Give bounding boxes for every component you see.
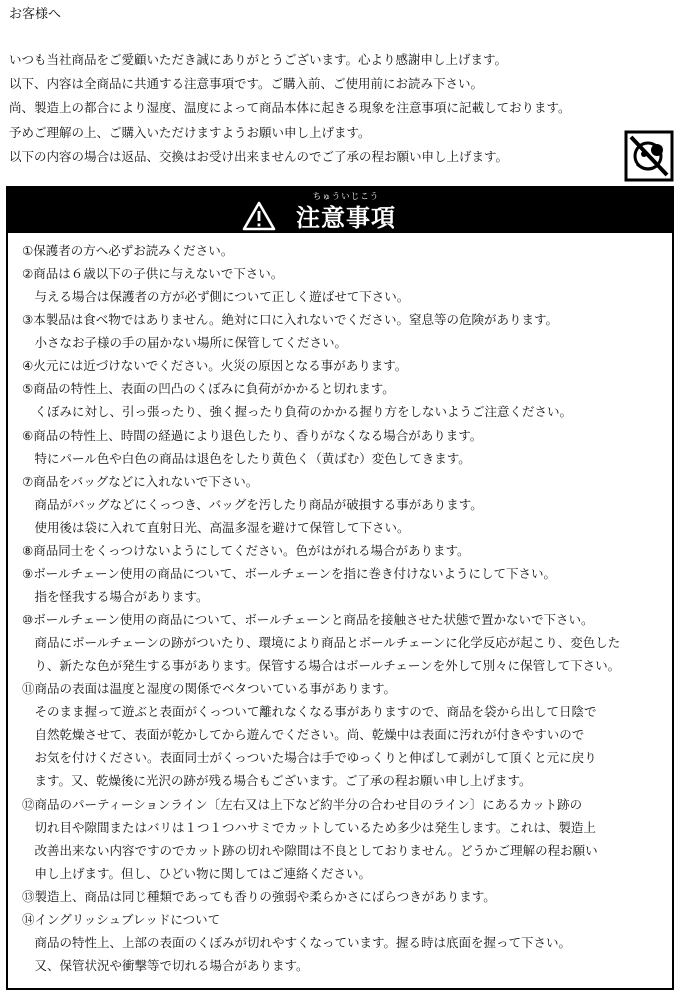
notice-line: ④火元には近づけないでください。火災の原因となる事があります。 xyxy=(22,358,408,374)
notice-body xyxy=(22,239,672,977)
notice-line: 商品がバッグなどにくっつき、バッグを汚したり商品が破損する事があります。 xyxy=(22,496,483,512)
notice-line: 自然乾燥させて、表面が乾かしてから遊んでください。尚、乾燥中は表面に汚れが付きやすいので xyxy=(22,727,585,743)
notice-banner xyxy=(8,188,672,233)
notice-line: ⑤商品の特性上、表面の凹凸のくぼみに負荷がかかると切れます。 xyxy=(22,381,395,397)
notice-line: 指を怪我する場合があります。 xyxy=(22,588,209,604)
notice-line: 商品の特性上、上部の表面のくぼみが切れやすくなっています。握る時は底面を握って下さい。 xyxy=(22,934,572,950)
notice-line: ⑩ボールチェーン使用の商品について、ボールチェーンと商品を接触させた状態で置かないで下さい。 xyxy=(22,612,594,627)
no-small-children-icon xyxy=(624,130,674,182)
warning-triangle-icon xyxy=(242,201,276,231)
notice-line: くぼみに対し、引っ張ったり、強く握ったり負荷のかかる握り方をしないようご注意ください。 xyxy=(22,404,573,420)
intro-line: 以下、内容は全商品に共通する注意事項です。ご購入前、ご使用前にお読み下さい。 xyxy=(9,76,484,92)
notice-line: ⑦商品をバッグなどに入れないで下さい。 xyxy=(22,473,259,489)
notice-line: ⑬製造上、商品は同じ種類であっても香りの強弱や柔らかさにばらつきがあります。 xyxy=(22,888,496,904)
notice-line: 商品にボールチェーンの跡がついたり、環境により商品とボールチェーンに化学反応が起こり、変色した xyxy=(22,635,621,651)
notice-line: ⑥商品の特性上、時間の経過により退色したり、香りがなくなる場合があります。 xyxy=(22,427,483,443)
intro-line: 以下の内容の場合は返品、交換はお受け出来ませんのでご了承の程お願い申し上げます。 xyxy=(9,148,509,164)
notice-line: 小さなお子様の手の届かない場所に保管してください。 xyxy=(22,335,348,351)
notice-line: ⑨ボールチェーン使用の商品について、ボールチェーンを指に巻き付けないようにして下さい。 xyxy=(22,565,556,581)
notice-line: そのまま握って遊ぶと表面がくっついて離れなくなる事がありますので、商品を袋から出して日陰で xyxy=(22,704,597,720)
notice-title: 注意事項 xyxy=(296,204,396,232)
notice-line: 与える場合は保護者の方が必ず側について正しく遊ばせて下さい。 xyxy=(22,289,410,305)
notice-line: ⑭イングリッシュブレッドについて xyxy=(22,911,221,927)
notice-line: り、新たな色が発生する事があります。保管する場合はボールチェーンを外して別々に保管して下さい。 xyxy=(22,658,621,674)
notice-line: 又、保管状況や衝撃等で切れる場合があります。 xyxy=(22,957,309,973)
greeting: お客様へ xyxy=(9,7,62,22)
notice-line: ⑫商品のパーティーションライン〔左右又は上下など約半分の合わせ目のライン〕にあるカット跡の xyxy=(22,796,583,812)
notice-line: ②商品は６歳以下の子供に与えないで下さい。 xyxy=(22,266,284,282)
intro-line: いつも当社商品をご愛顧いただき誠にありがとうございます。心より感謝申し上げます。 xyxy=(9,52,508,67)
notice-line: 改善出来ない内容ですのでカット跡の切れや隙間は不良としておりません。どうかご理解の程お願い xyxy=(22,842,598,858)
intro-line: 尚、製造上の都合により湿度、温度によって商品本体に起きる現象を注意事項に記載しております。 xyxy=(9,100,571,116)
notice-title-ruby: ちゅういじこう xyxy=(312,192,380,202)
notice-line: ③本製品は食べ物ではありません。絶対に口に入れないでください。窒息等の危険があります。 xyxy=(22,312,558,328)
notice-line: 申し上げます。但し、ひどい物に関してはご連絡ください。 xyxy=(22,865,372,881)
intro-text xyxy=(9,48,619,169)
notice-line: 使用後は袋に入れて直射日光、高温多湿を避けて保管して下さい。 xyxy=(22,519,410,535)
notice-line: お気を付けください。表面同士がくっついた場合は手でゆっくりと伸ばして剥がして頂くと元に戻り xyxy=(22,750,597,766)
notice-line: 特にパール色や白色の商品は退色をしたり黄色く（黄ばむ）変色してきます。 xyxy=(22,450,471,466)
intro-line: 予めご理解の上、ご購入いただけますようお願い申し上げます。 xyxy=(9,124,371,140)
notice-line: 切れ目や隙間またはバリは１つ１つハサミでカットしているため多少は発生します。これは、製造上 xyxy=(22,819,596,835)
notice-line: ⑪商品の表面は温度と湿度の関係でベタついている事があります。 xyxy=(22,681,397,697)
notice-title-block xyxy=(288,192,404,232)
notice-box xyxy=(6,186,674,990)
notice-line: ①保護者の方へ必ずお読みください。 xyxy=(22,243,234,258)
notice-line: ⑧商品同士をくっつけないようにしてください。色がはがれる場合があります。 xyxy=(22,542,470,558)
notice-line: ます。又、乾燥後に光沢の跡が残る場合もございます。ご了承の程お願い申し上げます。 xyxy=(22,773,532,789)
